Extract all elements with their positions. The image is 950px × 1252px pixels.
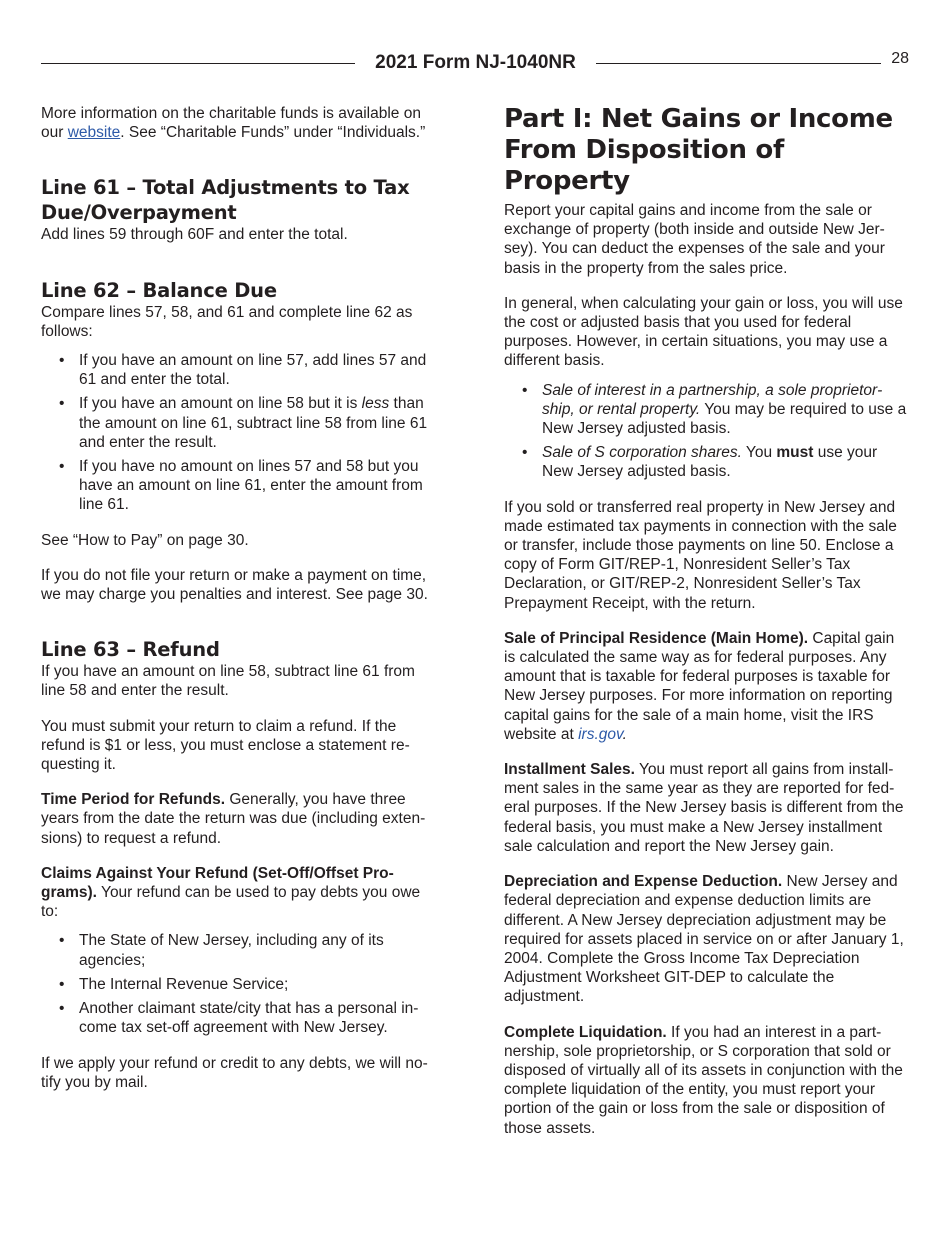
website-link[interactable]: website — [67, 124, 121, 142]
line62-heading: Line 62 – Balance Due — [41, 278, 277, 302]
form-title: 2021 Form NJ-1040NR — [375, 52, 576, 73]
line62-list — [41, 351, 441, 515]
left-column — [41, 104, 441, 1092]
irs-link[interactable]: irs.gov — [578, 725, 623, 743]
claims-list — [41, 931, 441, 1037]
real-property-paragraph: If you sold or transferred real property in New Jersey and made estimated tax payments in connection with the sale or transfer, include those payments on line 50. Enclose a copy of Form GIT/REP-1, Nonresident Seller’s Tax Declaration, or GIT/REP-2, Nonresident Seller’s Tax Prepayment Receipt, with the return. — [504, 498, 897, 612]
right-column — [504, 104, 908, 1138]
part1-heading: Part I: Net Gains or Income From Disposition of Property — [504, 104, 893, 196]
principal-residence-paragraph: Sale of Principal Residence (Main Home). Capital gain is calculated the same way as for federal purposes. Any amount that is taxable for federal purposes is taxable for New Jersey purposes. For more information on reporting capital gains for the sale of a main home, visit the IRS website at irs.gov. — [504, 629, 895, 743]
depreciation-paragraph: Depreciation and Expense Deduction. New Jersey and federal depreciation and expense deduction limits are different. A New Jersey depreciation adjustment may be required for assets placed in service on or after January 1, 2004. Complete the Gross Income Tax Depreciation Adjustment Worksheet GIT-DEP to calculate the adjustment. — [504, 873, 904, 1006]
list-item: • Sale of interest in a partnership, a sole proprietorship, or rental property. You may be required to use a New Jersey adjusted basis. — [542, 381, 908, 439]
header-rule-left — [41, 63, 355, 64]
basis-paragraph: In general, when calculating your gain or loss, you will use the cost or adjusted basis that you used for federal purposes. However, in certain situations, you may use a different basis. — [504, 294, 903, 370]
line61-heading: Line 61 – Total Adjustments to Tax Due/Overpayment — [41, 176, 410, 225]
claims-paragraph: Claims Against Your Refund (Set-Off/Offset Programs). Your refund can be used to pay debts you owe to: — [41, 864, 421, 921]
list-item: • Another claimant state/city that has a personal income tax set-off agreement with New Jersey. — [79, 999, 441, 1037]
list-item: • Sale of S corporation shares. You must use your New Jersey adjusted basis. — [542, 443, 908, 481]
how-to-pay-reference: See “How to Pay” on page 30. — [41, 531, 249, 549]
header-rule-right — [596, 63, 881, 64]
liquidation-paragraph: Complete Liquidation. If you had an interest in a partnership, sole proprietorship, or S corporation that sold or disposed of virtually all of its assets in conjunction with the complete liquidation of the entity, you must report your portion of the gain or loss from the sale or disposition of those assets. — [504, 1023, 903, 1137]
installment-sales-paragraph: Installment Sales. You must report all gains from installment sales in the same year as they are reported for federal purposes. If the New Jersey basis is different from the federal basis, you must make a New Jersey installment sale calculation and report the New Jersey gain. — [504, 761, 904, 855]
list-item: • The Internal Revenue Service; — [79, 975, 441, 994]
time-period-paragraph: Time Period for Refunds. Generally, you have three years from the date the return was due (including extensions) to request a refund. — [41, 791, 426, 847]
line61-text: Add lines 59 through 60F and enter the total. — [41, 226, 348, 244]
line63-heading: Line 63 – Refund — [41, 638, 220, 662]
page-number: 28 — [891, 50, 909, 67]
report-paragraph: Report your capital gains and income from the sale or exchange of property (both inside and outside New Jersey). You can deduct the expenses of the sale and your basis in the property from the sales price. — [504, 202, 885, 277]
page-header — [41, 52, 909, 78]
charitable-funds-paragraph: More information on the charitable funds is available on our website. See “Charitable Funds” under “Individuals.” — [41, 105, 426, 142]
list-item: • If you have no amount on lines 57 and 58 but you have an amount on line 61, enter the amount from line 61. — [79, 457, 441, 515]
list-item: • The State of New Jersey, including any of its agencies; — [79, 931, 441, 969]
closing-paragraph: If we apply your refund or credit to any debts, we will notify you by mail. — [41, 1054, 428, 1091]
line63-text: If you have an amount on line 58, subtract line 61 from line 58 and enter the result. — [41, 663, 415, 700]
list-item: • If you have an amount on line 58 but it is less than the amount on line 61, subtract line 58 from line 61 and enter the result. — [79, 394, 441, 452]
penalty-paragraph: If you do not file your return or make a payment on time, we may charge you penalties and interest. See page 30. — [41, 566, 428, 604]
list-item: • If you have an amount on line 57, add lines 57 and 61 and enter the total. — [79, 351, 441, 389]
basis-list — [504, 381, 908, 482]
submit-paragraph: You must submit your return to claim a refund. If the refund is $1 or less, you must enclose a statement requesting it. — [41, 717, 410, 774]
line62-text: Compare lines 57, 58, and 61 and complete line 62 as follows: — [41, 303, 413, 340]
